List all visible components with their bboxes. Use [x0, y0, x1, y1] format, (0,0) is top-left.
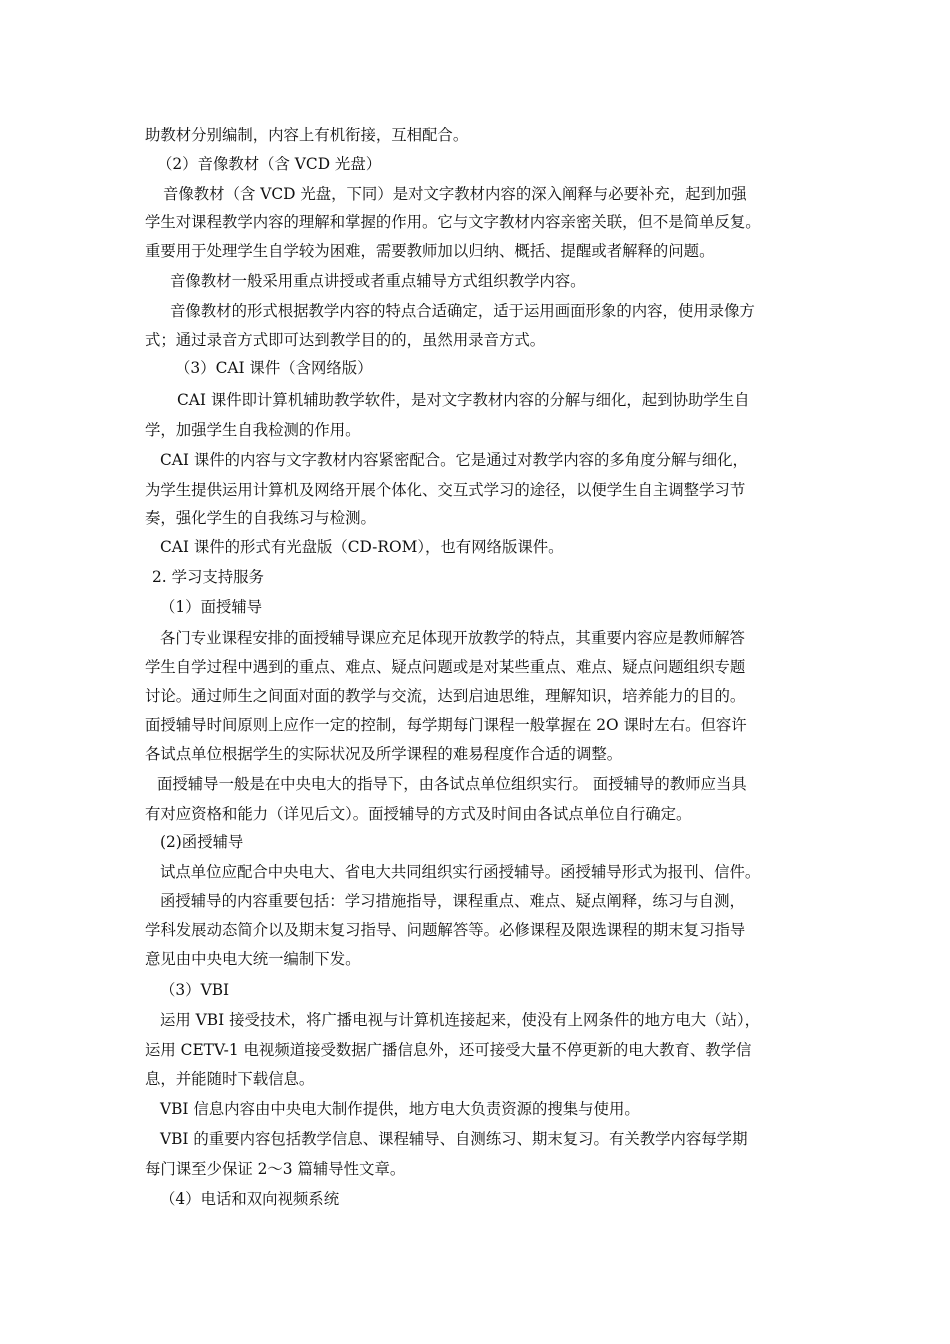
text-line: 学科发展动态简介以及期末复习指导、问题解答等。必修课程及限选课程的期末复习指导 [145, 921, 746, 939]
section-heading: （3）CAI 课件（含网络版） [175, 359, 373, 377]
text-line: 息，并能随时下载信息。 [145, 1070, 315, 1088]
text-line: VBI 信息内容由中央电大制作提供，地方电大负责资源的搜集与使用。 [160, 1100, 640, 1118]
section-heading: (2)函授辅导 [160, 833, 244, 851]
text-line: VBI 的重要内容包括教学信息、课程辅导、自测练习、期末复习。有关教学内容每学期 [160, 1130, 748, 1148]
text-line: 运用 CETV-1 电视频道接受数据广播信息外，还可接受大量不停更新的电大教育、教学信 [145, 1041, 752, 1059]
text-line: 运用 VBI 接受技术，将广播电视与计算机连接起来，使没有上网条件的地方电大（站）， [160, 1011, 761, 1029]
text-line: 各试点单位根据学生的实际状况及所学课程的难易程度作合适的调整。 [145, 745, 623, 763]
text-line: CAI 课件即计算机辅助教学软件，是对文字教材内容的分解与细化，起到协助学生自 [177, 391, 750, 409]
section-heading: （1）面授辅导 [160, 598, 263, 616]
text-line: 有对应资格和能力（详见后文）。面授辅导的方式及时间由各试点单位自行确定。 [145, 805, 692, 823]
text-line: 音像教材的形式根据教学内容的特点合适确定，适于运用画面形象的内容，使用录像方 [170, 302, 755, 320]
section-heading: （2）音像教材（含 VCD 光盘） [157, 155, 382, 173]
text-line: 学，加强学生自我检测的作用。 [145, 421, 361, 439]
text-line: 意见由中央电大统一编制下发。 [145, 950, 361, 968]
text-line: 音像教材一般采用重点讲授或者重点辅导方式组织教学内容。 [170, 272, 586, 290]
text-line: 重要用于处理学生自学较为困难，需要教师加以归纳、概括、提醒或者解释的问题。 [145, 242, 715, 260]
text-line: 式；通过录音方式即可达到教学目的的，虽然用录音方式。 [145, 331, 546, 349]
text-line: 学生对课程教学内容的理解和掌握的作用。它与文字教材内容亲密关联，但不是简单反复。 [145, 213, 761, 231]
text-line: 函授辅导的内容重要包括：学习措施指导，课程重点、难点、疑点阐释，练习与自测， [160, 892, 745, 910]
section-heading: （3）VBI [160, 981, 230, 999]
text-line: 为学生提供运用计算机及网络开展个体化、交互式学习的途径，以便学生自主调整学习节 [145, 481, 746, 499]
text-line: 讨论。通过师生之间面对面的教学与交流，达到启迪思维，理解知识，培养能力的目的。 [145, 687, 746, 705]
text-line: 学生自学过程中遇到的重点、难点、疑点问题或是对某些重点、难点、疑点问题组织专题 [145, 658, 746, 676]
text-line: 各门专业课程安排的面授辅导课应充足体现开放教学的特点，其重要内容应是教师解答 [160, 629, 745, 647]
text-line: CAI 课件的内容与文字教材内容紧密配合。它是通过对教学内容的多角度分解与细化， [160, 451, 748, 469]
text-line: 试点单位应配合中央电大、省电大共同组织实行函授辅导。函授辅导形式为报刊、信件。 [160, 863, 761, 881]
text-line: 面授辅导时间原则上应作一定的控制，每学期每门课程一般掌握在 2O 课时左右。但容许 [145, 716, 747, 734]
text-line: 面授辅导一般是在中央电大的指导下，由各试点单位组织实行。 面授辅导的教师应当具 [157, 775, 747, 793]
section-heading: （4）电话和双向视频系统 [160, 1190, 340, 1208]
text-line: 助教材分别编制，内容上有机衔接，互相配合。 [145, 126, 469, 144]
text-line: 每门课至少保证 2～3 篇辅导性文章。 [145, 1160, 406, 1178]
text-line: 奏，强化学生的自我练习与检测。 [145, 509, 376, 527]
section-heading: 2. 学习支持服务 [152, 568, 264, 586]
text-line: 音像教材（含 VCD 光盘，下同）是对文字教材内容的深入阐释与必要补充，起到加强 [163, 185, 747, 203]
text-line: CAI 课件的形式有光盘版（CD-ROM），也有网络版课件。 [160, 538, 564, 556]
